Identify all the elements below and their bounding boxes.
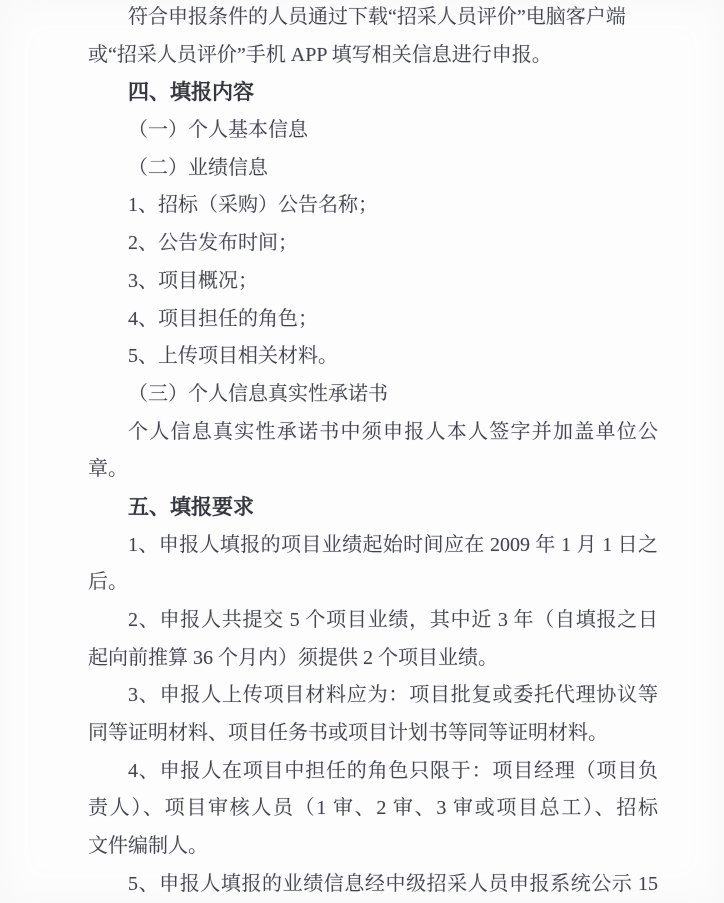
list-item-2: 2、公告发布时间； [128,232,298,255]
requirement-line-2: 2、申报人共提交 5 个项目业绩，其中近 3 年（自填报之日 [128,609,658,631]
list-item-4: 4、项目担任的角色； [128,307,318,330]
paragraph-line: 章。 [88,458,128,481]
requirement-line-4: 4、申报人在项目中担任的角色只限于：项目经理（项目负 [128,759,658,782]
document-text-block [88,0,658,903]
requirement-line-2-cont: 起向前推算 36 个月内）须提供 2 个项目业绩。 [88,646,498,669]
section-heading-5: 五、填报要求 [128,495,254,519]
requirement-line-4-cont2: 文件编制人。 [88,835,208,858]
requirement-line-5: 5、申报人填报的业绩信息经中级招采人员申报系统公示 15 [128,872,658,895]
list-item-3: 3、项目概况； [128,269,258,292]
list-item-5: 5、上传项目相关材料。 [128,345,338,368]
subsection-heading-1: （一）个人基本信息 [128,119,308,142]
subsection-heading-2: （二）业绩信息 [128,156,268,179]
subsection-heading-3: （三）个人信息真实性承诺书 [128,382,388,405]
paragraph-line: 个人信息真实性承诺书中须申报人本人签字并加盖单位公 [128,420,658,443]
requirement-line-4-cont: 责人）、项目审核人员（1 审、2 审、3 审或项目总工）、招标 [88,797,658,820]
section-heading-4: 四、填报内容 [128,81,254,105]
requirement-line-1: 1、申报人填报的项目业绩起始时间应在 2009 年 1 月 1 日之 [128,533,658,556]
paragraph-line: 或“招采人员评价”手机 APP 填写相关信息进行申报。 [88,43,552,66]
paragraph-line: 符合申报条件的人员通过下载“招采人员评价”电脑客户端 [128,6,626,28]
requirement-line-1-cont: 后。 [88,571,128,594]
list-item-1: 1、招标（采购）公告名称； [128,194,378,217]
requirement-line-3-cont: 同等证明材料、项目任务书或项目计划书等同等证明材料。 [88,722,608,745]
requirement-line-3: 3、申报人上传项目材料应为：项目批复或委托代理协议等 [128,684,658,707]
